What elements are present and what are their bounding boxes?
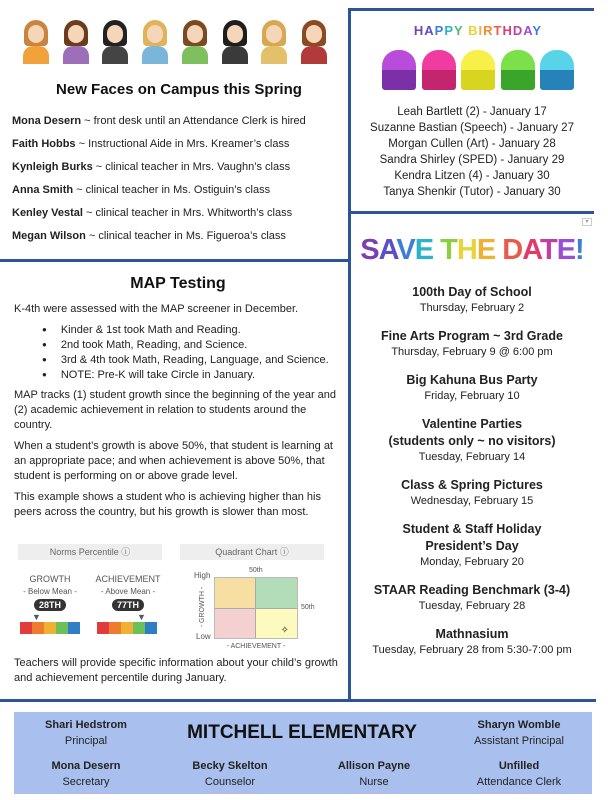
new-face-name: Mona Desern [12, 115, 82, 127]
quadrant-mid-right: 50th [301, 604, 315, 611]
event-title: Mathnasium [435, 627, 509, 641]
staff-name: Shari Hedstrom [45, 718, 127, 731]
school-name: MITCHELL ELEMENTARY [187, 721, 417, 743]
quadrant-mid-top: 50th [249, 567, 263, 574]
quadrant-high: High [194, 571, 211, 580]
event-date: Friday, February 10 [424, 390, 520, 402]
birthday-letter: B [468, 23, 479, 38]
staff-role: Counselor [204, 775, 256, 788]
growth-marker-icon: ▼ [32, 612, 41, 622]
staff-cell [302, 753, 446, 794]
new-face-item [12, 183, 346, 197]
map-paragraph: This example shows a student who is achieving higher than his peers across the country, but his growth is slower than most. [14, 491, 321, 518]
event-item [352, 416, 592, 464]
map-paragraph: Teachers will provide specific information about your child’s growth and achievement percentile during January. [14, 657, 338, 684]
bottom-border [0, 699, 596, 702]
event-date: Thursday, February 2 [419, 302, 525, 314]
event-title: Fine Arts Program ~ 3rd Grade [381, 329, 563, 343]
event-title: Valentine Parties [421, 417, 523, 431]
new-face-desc: ~ clinical teacher in Mrs. Whitworth’s class [82, 207, 293, 219]
staff-cell [14, 753, 158, 794]
achievement-label: ACHIEVEMENT [95, 574, 161, 584]
new-face-item [12, 229, 346, 243]
save-the-date-banner [352, 230, 592, 270]
achievement-sub: - Above Mean - [100, 587, 156, 596]
birthday-letter: I [478, 23, 484, 38]
achievement-marker-icon: ▼ [137, 612, 146, 622]
birthday-item: Suzanne Bastian (Speech) - January 27 [370, 122, 574, 134]
quadrant-grid [214, 577, 298, 639]
event-date: Monday, February 20 [420, 556, 524, 568]
event-item [352, 284, 592, 315]
new-face-item [12, 114, 346, 128]
new-faces-title: New Faces on Campus this Spring [56, 81, 302, 98]
event-title-line2: President’s Day [425, 539, 519, 553]
new-face-item [12, 160, 346, 174]
map-paragraph: MAP tracks (1) student growth since the beginning of the year and (2) academic achievement in relation to students around the country. [14, 389, 337, 431]
save-date-letter: A [378, 234, 397, 266]
save-date-letter: E [476, 234, 496, 266]
staff-name: Mona Desern [51, 759, 121, 772]
norms-title: Norms Percentile [49, 547, 119, 557]
staff-cell [446, 753, 592, 794]
birthday-banner [372, 22, 584, 94]
staff-cell [158, 753, 302, 794]
event-title: STAAR Reading Benchmark (3-4) [373, 583, 571, 597]
event-item [352, 372, 592, 403]
event-item [352, 328, 592, 359]
staff-role: Nurse [359, 775, 389, 788]
birthday-letter: R [483, 23, 494, 38]
new-faces-section [12, 80, 346, 252]
new-face-name: Kenley Vestal [12, 207, 83, 219]
staff-role: Attendance Clerk [476, 775, 562, 788]
faces-illustration [20, 18, 330, 64]
event-item [352, 582, 592, 613]
staff-role: Assistant Principal [474, 734, 564, 747]
bullet: ● NOTE: Pre-K will take Circle in January. [42, 368, 342, 383]
save-date-letter: A [522, 234, 540, 266]
new-face-item [12, 206, 346, 220]
map-paragraph: When a student’s growth is above 50%, that student is learning at an appropriate pace; and when achievement is above 50%, that student is performing on or above grade level. [14, 440, 333, 482]
event-date: Tuesday, February 28 [418, 600, 526, 612]
event-title: Student & Staff Holiday [402, 522, 542, 536]
event-date: Thursday, February 9 @ 6:00 pm [391, 346, 553, 358]
map-intro: K-4th were assessed with the MAP screener in December. [14, 303, 299, 315]
event-item [352, 521, 592, 569]
achievement-value: 77TH [112, 599, 144, 611]
birthday-letter: P [444, 23, 455, 38]
dropdown-icon[interactable]: ▾ [582, 218, 592, 226]
staff-name: Sharyn Womble [477, 718, 561, 731]
birthday-letter: H [502, 23, 513, 38]
birthday-item: Sandra Shirley (SPED) - January 29 [379, 154, 565, 166]
event-date: Tuesday, February 28 from 5:30-7:00 pm [372, 644, 572, 656]
student-marker-icon: ✧ [280, 625, 289, 636]
birthday-letter: H [413, 23, 425, 38]
bullet: ● 3rd & 4th took Math, Reading, Language, and Science. [42, 353, 342, 368]
staff-role: Secretary [62, 775, 110, 788]
birthday-letter: T [493, 23, 503, 38]
birthday-letter: Y [454, 23, 464, 38]
birthday-letter: D [512, 23, 524, 38]
quadrant-title: Quadrant Chart [215, 547, 278, 557]
save-date-letter: E [556, 234, 576, 266]
new-face-desc: ~ clinical teacher in Ms. Figueroa’s class [85, 230, 286, 242]
growth-scale [20, 622, 80, 634]
birthday-item: Leah Bartlett (2) - January 17 [397, 106, 547, 118]
column-divider [348, 8, 351, 701]
save-date-letter: T [539, 234, 557, 266]
section-divider [348, 211, 594, 214]
new-face-desc: ~ Instructional Aide in Mrs. Kreamer’s class [75, 138, 290, 150]
norms-percentile-header: Norms Percentile ⓘ [18, 544, 162, 560]
quadrant-x-axis: - ACHIEVEMENT - [226, 643, 286, 650]
section-divider [0, 259, 350, 262]
staff-footer [14, 712, 592, 794]
map-title: MAP Testing [130, 275, 226, 292]
new-face-desc: ~ clinical teacher in Ms. Ostiguin’s class [73, 184, 271, 196]
event-date: Tuesday, February 14 [418, 451, 526, 463]
growth-sub: - Below Mean - [23, 587, 77, 596]
event-title: Big Kahuna Bus Party [406, 373, 538, 387]
staff-name: Allison Payne [337, 759, 411, 772]
event-title-line2: (students only ~ no visitors) [388, 434, 556, 448]
save-date-letter: S [360, 234, 379, 266]
save-date-letter: D [502, 234, 523, 266]
map-bullets [42, 323, 342, 383]
birthday-banner-text [372, 22, 584, 40]
new-face-item [12, 137, 346, 151]
birthday-item: Morgan Cullen (Art) - January 28 [388, 138, 556, 150]
top-border [348, 8, 594, 11]
new-face-name: Faith Hobbs [12, 138, 76, 150]
birthday-list [352, 104, 592, 200]
quadrant-chart-header: Quadrant Chart ⓘ [180, 544, 324, 560]
quadrant-low: Low [196, 632, 211, 641]
bullet: ● 2nd took Math, Reading, and Science. [42, 338, 342, 353]
save-date-letter: H [456, 234, 477, 266]
achievement-scale [97, 622, 157, 634]
growth-value: 28TH [34, 599, 66, 611]
map-testing-section [14, 274, 342, 526]
event-title: Class & Spring Pictures [401, 478, 543, 492]
save-date-letter: T [440, 234, 457, 266]
event-item [352, 626, 592, 657]
quadrant-y-axis: - GROWTH - [199, 586, 206, 628]
birthday-letter: P [434, 23, 445, 38]
save-date-letter: V [396, 234, 415, 266]
event-item [352, 477, 592, 508]
new-face-name: Kynleigh Burks [12, 161, 93, 173]
save-date-letter: ! [575, 234, 584, 266]
new-face-desc: ~ front desk until an Attendance Clerk is hired [81, 115, 306, 127]
staff-name: Unfilled [498, 759, 540, 772]
bullet: ● Kinder & 1st took Math and Reading. [42, 323, 342, 338]
staff-cell [14, 712, 158, 753]
events-list [352, 284, 592, 670]
birthday-item: Tanya Shenkir (Tutor) - January 30 [383, 186, 561, 198]
new-face-desc: ~ clinical teacher in Mrs. Vaughn’s class [92, 161, 291, 173]
event-date: Wednesday, February 15 [410, 495, 534, 507]
staff-cell [446, 712, 592, 753]
new-face-name: Megan Wilson [12, 230, 86, 242]
staff-role: Principal [64, 734, 108, 747]
birthday-letter: A [424, 23, 435, 38]
birthday-letter: A [523, 23, 533, 38]
event-title: 100th Day of School [412, 285, 532, 299]
save-date-letter: E [414, 234, 434, 266]
staff-name: Becky Skelton [192, 759, 268, 772]
birthday-item: Kendra Litzen (4) - January 30 [394, 170, 550, 182]
new-face-name: Anna Smith [12, 184, 74, 196]
growth-label: GROWTH [29, 574, 71, 584]
birthday-letter: Y [532, 23, 543, 38]
